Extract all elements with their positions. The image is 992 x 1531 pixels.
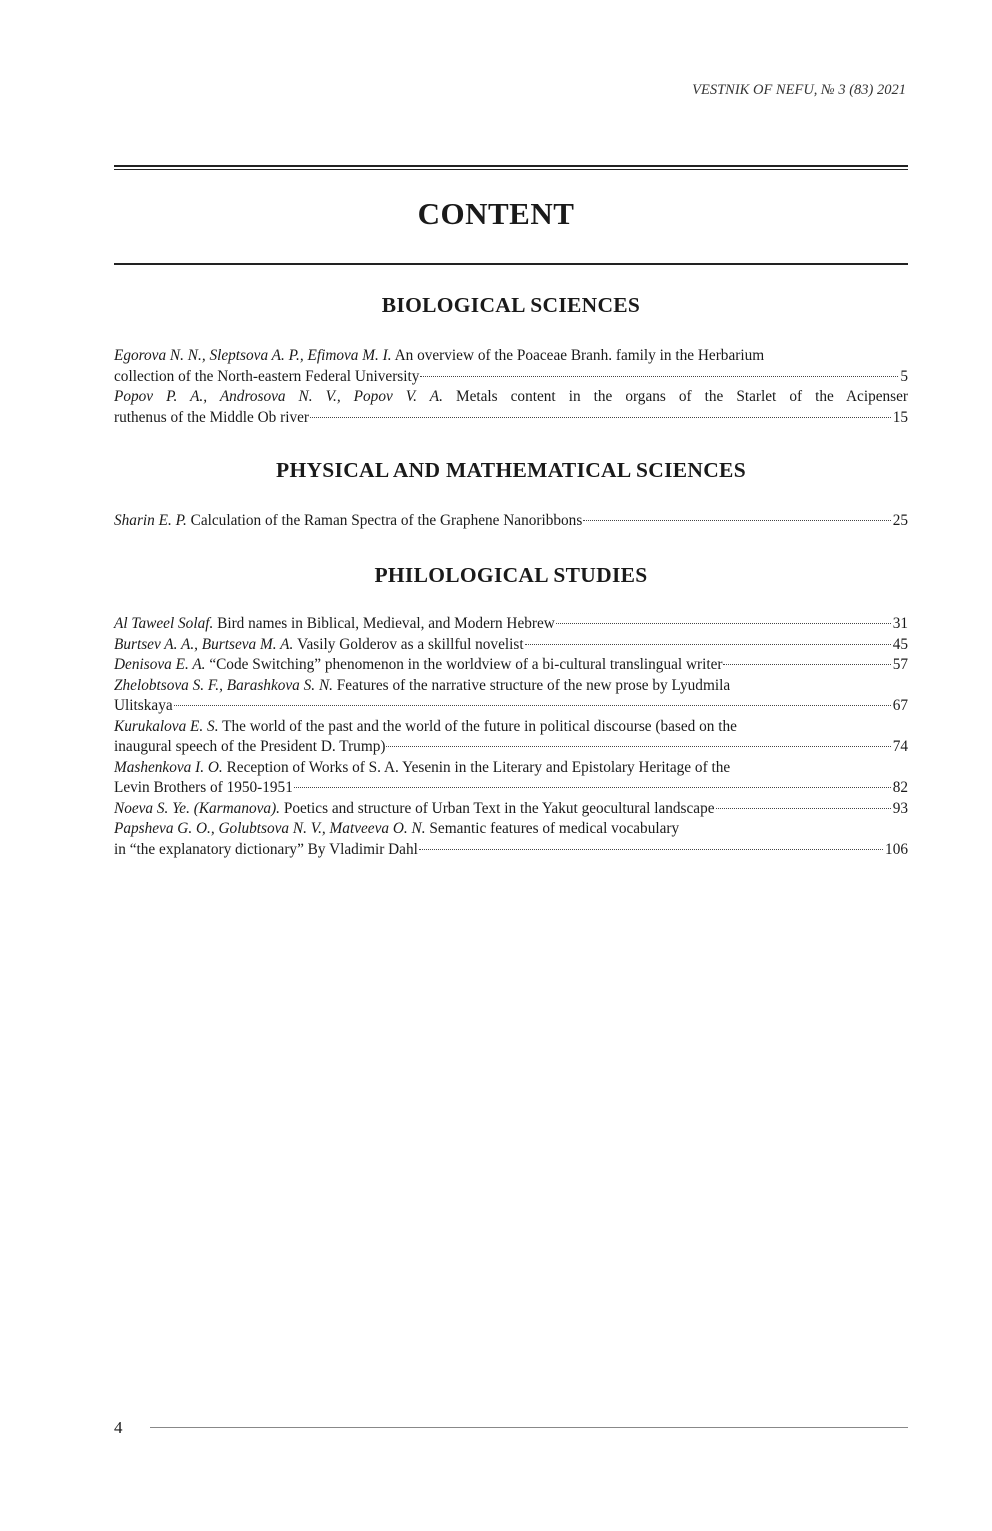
entry-title-cont: Ulitskaya — [114, 697, 173, 714]
entry-title-cont: collection of the North-eastern Federal University — [114, 367, 420, 385]
entry-page: 93 — [892, 799, 908, 817]
top-double-rule — [114, 165, 908, 172]
footer-rule — [150, 1427, 908, 1428]
toc-entry[interactable] — [114, 819, 908, 860]
toc-entry[interactable] — [114, 758, 908, 799]
entry-authors: Al Taweel Solaf. — [114, 615, 214, 632]
entry-authors: Zhelobtsova S. F., Barashkova S. N. — [114, 676, 333, 694]
toc-section-philological — [114, 614, 908, 860]
leader-dots — [525, 644, 891, 645]
running-header: VESTNIK OF NEFU, № 3 (83) 2021 — [692, 82, 906, 98]
entry-authors: Egorova N. N., Sleptsova A. P., Efimova M. I. — [114, 347, 392, 364]
toc-entry[interactable] — [114, 799, 908, 820]
entry-title: Reception of Works of S. A. Yesenin in the Literary and Epistolary Heritage of the — [226, 758, 731, 776]
entry-authors: Burtsev A. A., Burtseva M. A. — [114, 635, 294, 653]
toc-section-physical-math — [114, 511, 908, 532]
toc-section-biological — [114, 346, 908, 428]
section-heading-biological: BIOLOGICAL SCIENCES — [381, 293, 641, 317]
entry-title-cont: inaugural speech of the President D. Trump) — [114, 738, 386, 755]
entry-title: Semantic features of medical vocabulary — [429, 820, 680, 837]
leader-dots — [174, 705, 891, 706]
toc-entry[interactable] — [114, 676, 908, 717]
entry-page: 15 — [892, 408, 908, 426]
toc-entry[interactable] — [114, 717, 908, 758]
entry-title: The world of the past and the world of the future in political discourse (based on the — [222, 717, 737, 735]
toc-entry[interactable] — [114, 635, 908, 656]
entry-authors: Mashenkova I. O. — [114, 758, 223, 776]
leader-dots — [583, 520, 890, 521]
toc-entry[interactable] — [114, 387, 908, 428]
entry-title-cont: in “the explanatory dictionary” By Vladimir Dahl — [114, 840, 418, 858]
entry-title: Bird names in Biblical, Medieval, and Modern Hebrew — [217, 615, 555, 632]
entry-page: 57 — [892, 656, 908, 673]
entry-page: 82 — [892, 779, 908, 796]
entry-page: 74 — [892, 738, 908, 755]
leader-dots — [556, 623, 891, 624]
section-heading-physical-math: PHYSICAL AND MATHEMATICAL SCIENCES — [276, 458, 746, 482]
entry-title: Poetics and structure of Urban Text in the Yakut geocultural landscape — [283, 799, 715, 817]
title-rule — [114, 263, 908, 265]
entry-page: 67 — [892, 697, 908, 714]
page-title: CONTENT — [417, 196, 575, 231]
toc-entry[interactable] — [114, 655, 908, 676]
entry-authors: Popov P. A., Androsova N. V., Popov V. A. — [114, 388, 443, 405]
entry-page: 5 — [900, 367, 908, 385]
entry-authors: Papsheva G. O., Golubtsova N. V., Matveeva O. N. — [114, 820, 426, 837]
toc-entry[interactable] — [114, 614, 908, 635]
leader-dots — [716, 808, 891, 809]
entry-page: 45 — [892, 635, 908, 653]
section-heading-philological: PHILOLOGICAL STUDIES — [374, 563, 648, 587]
entry-authors: Kurukalova E. S. — [114, 717, 219, 735]
entry-title: “Code Switching” phenomenon in the worldview of a bi-cultural translingual writer — [209, 656, 723, 673]
entry-title: Vasily Golderov as a skillful novelist — [297, 635, 524, 653]
entry-page: 106 — [885, 840, 908, 858]
entry-title: Features of the narrative structure of the new prose by Lyudmila — [336, 676, 731, 694]
entry-authors: Sharin E. P. — [114, 512, 187, 529]
leader-dots — [723, 664, 890, 665]
leader-dots — [420, 376, 898, 377]
leader-dots — [386, 746, 890, 747]
leader-dots — [310, 417, 891, 418]
footer-page-number: 4 — [114, 1418, 123, 1437]
leader-dots — [419, 849, 883, 850]
leader-dots — [294, 787, 891, 788]
entry-authors: Noeva S. Ye. (Karmanova). — [114, 799, 280, 817]
entry-title-cont: Levin Brothers of 1950-1951 — [114, 779, 293, 796]
entry-title: Metals content in the organs of the Starlet of the Acipenser — [455, 388, 909, 405]
entry-authors: Denisova E. A. — [114, 656, 206, 673]
entry-title: An overview of the Poaceae Branh. family in the Herbarium — [394, 347, 765, 364]
toc-entry[interactable] — [114, 511, 908, 532]
entry-title-cont: ruthenus of the Middle Ob river — [114, 408, 309, 426]
entry-page: 31 — [892, 615, 908, 632]
toc-entry[interactable] — [114, 346, 908, 387]
entry-title: Calculation of the Raman Spectra of the Graphene Nanoribbons — [190, 512, 583, 529]
entry-page: 25 — [892, 512, 908, 529]
